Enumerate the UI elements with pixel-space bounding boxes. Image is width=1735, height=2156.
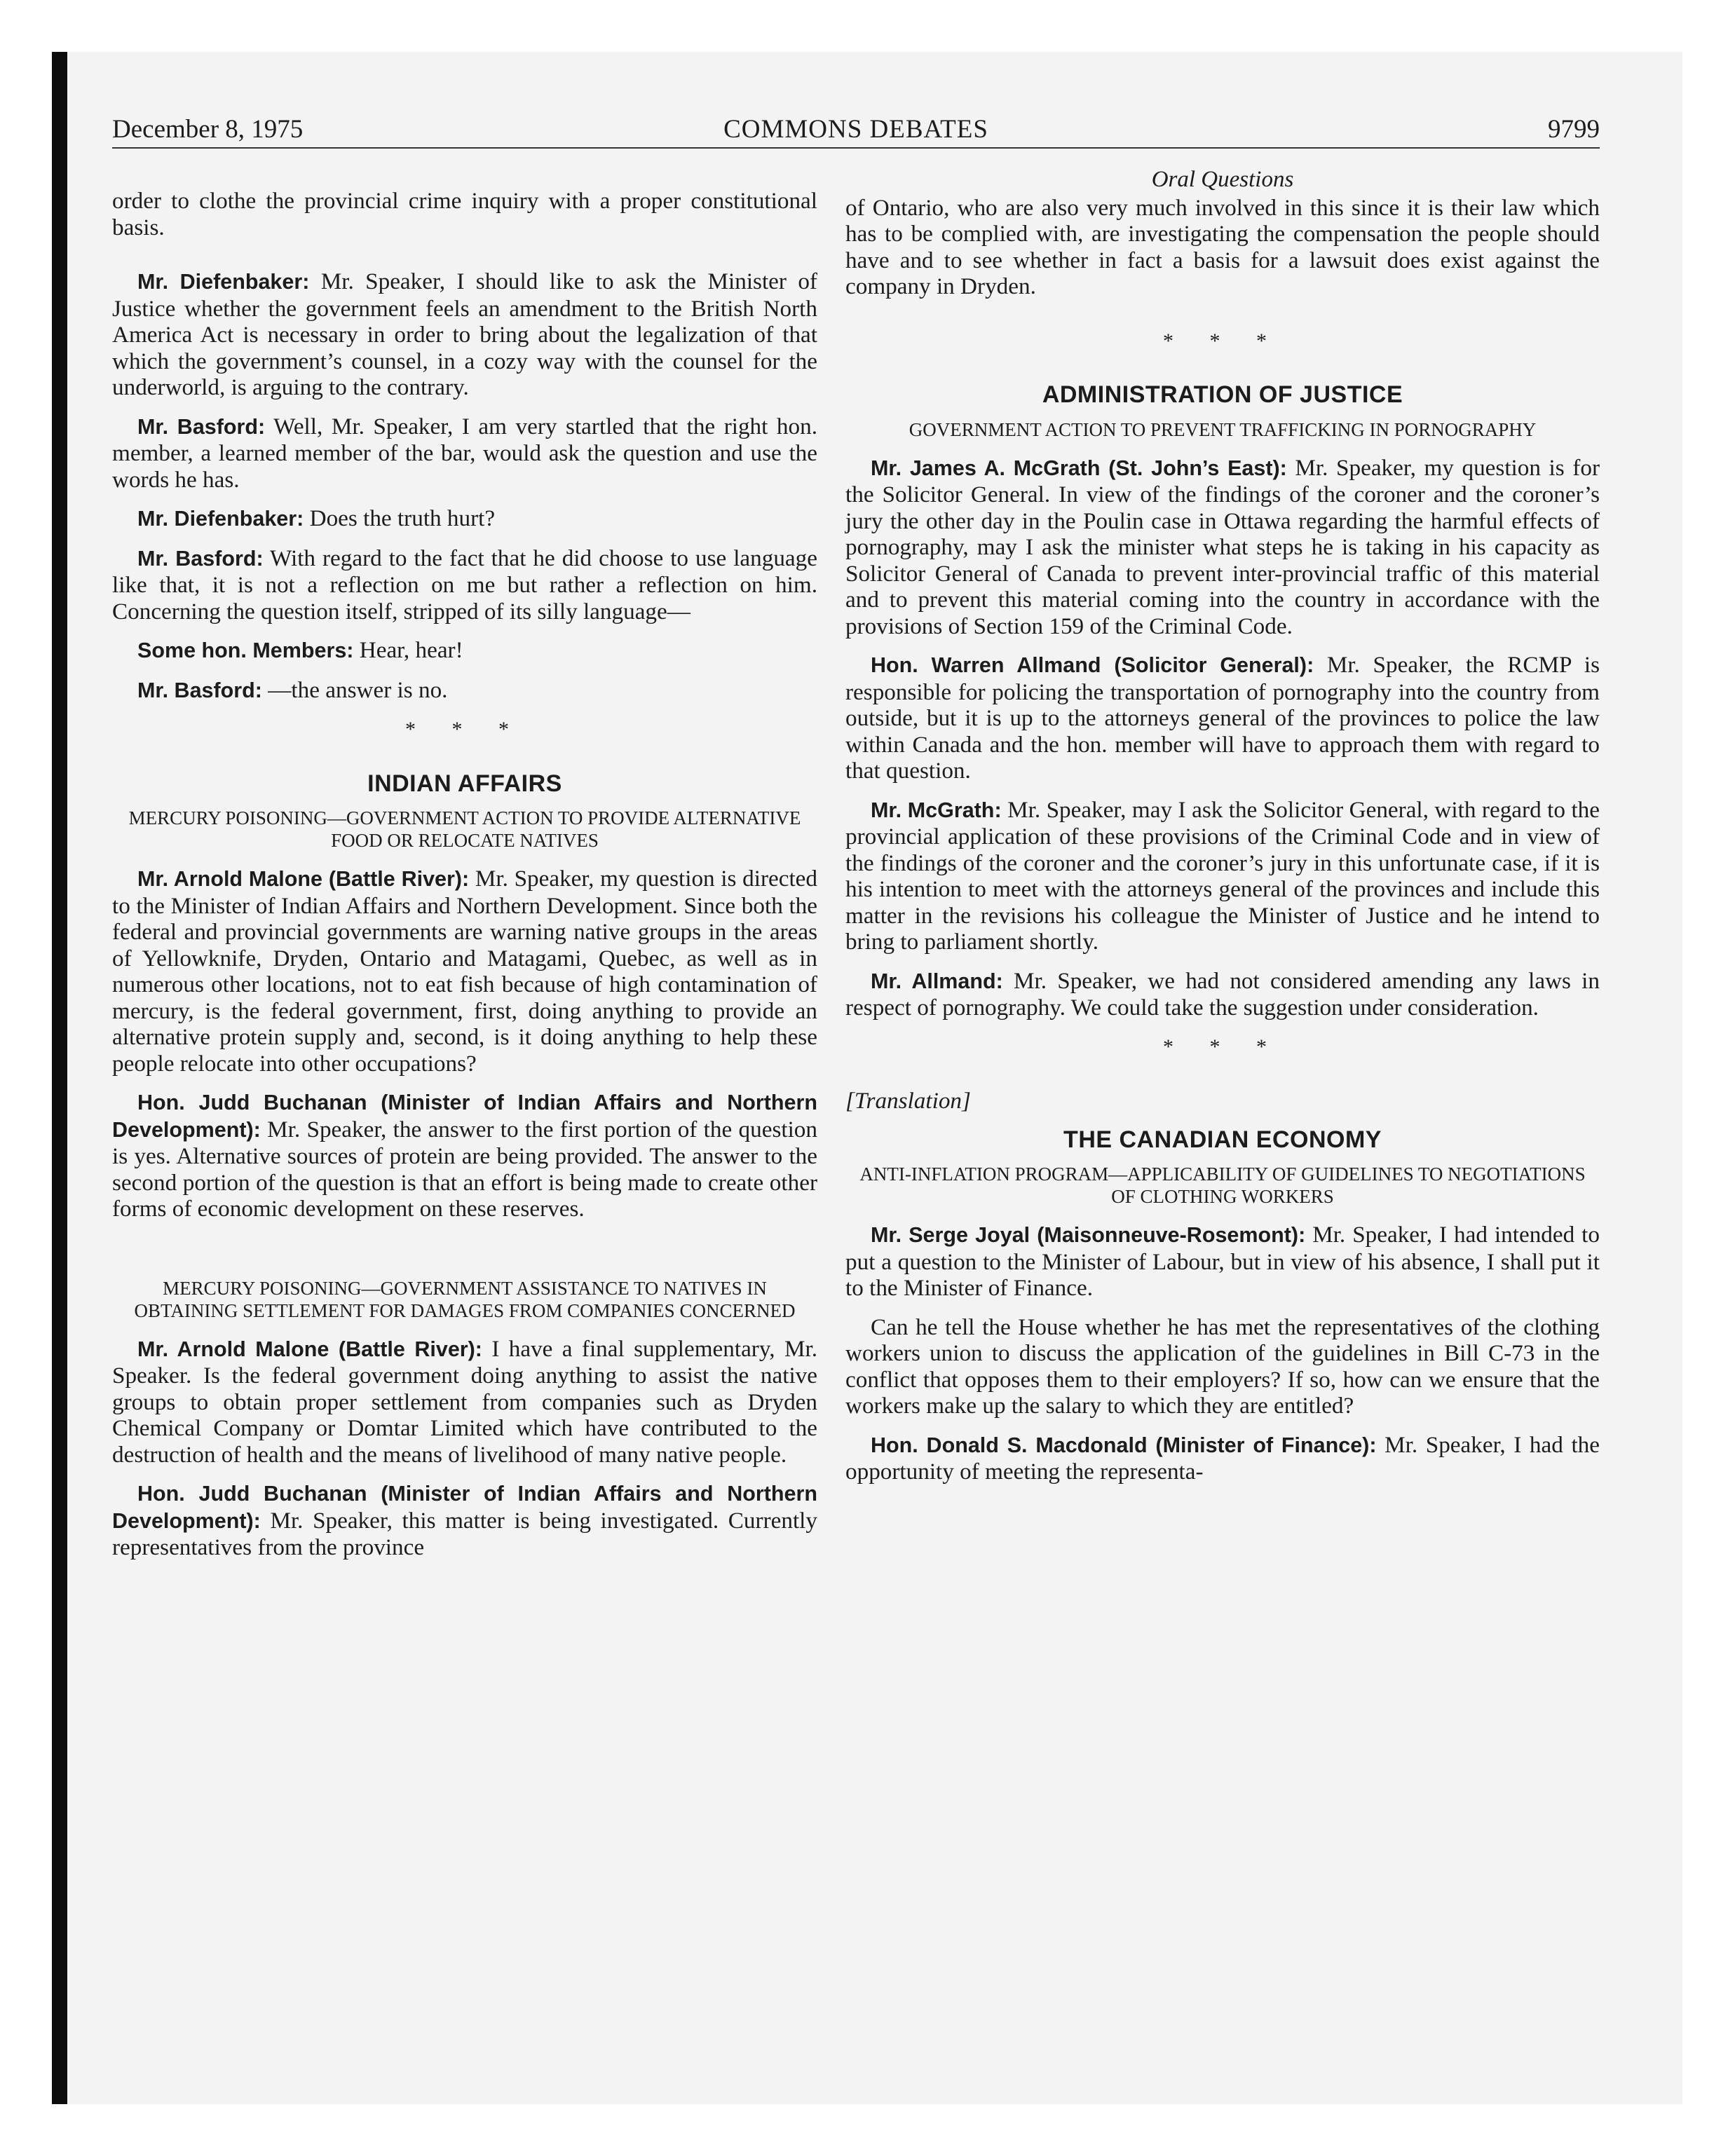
section-divider: * * * (405, 718, 524, 741)
section-heading: INDIAN AFFAIRS (367, 770, 562, 797)
speech (112, 505, 817, 533)
paragraph: order to clothe the provincial crime inquiry with a proper constitutional basis. (112, 188, 817, 240)
right-column (845, 167, 1600, 1498)
subheading: MERCURY POISONING—GOVERNMENT ACTION TO PROVIDE ALTERNATIVE FOOD OR RELOCATE NATIVES (128, 807, 801, 851)
speech-text: Mr. Speaker, I had intended to put a question to the Minister of Labour, but in view of his absence, I shall put it to the Minister of Finance. (845, 1222, 1600, 1301)
speech (112, 1336, 817, 1468)
speech (845, 797, 1600, 955)
section-heading: ADMINISTRATION OF JUSTICE (1042, 381, 1403, 408)
speech-text: Well, Mr. Speaker, I am very startled that the right hon. member, a learned member of the bar, would ask the question and use the words he has. (112, 413, 818, 493)
speaker-name: Mr. Basford: (137, 678, 262, 702)
speaker-name: Mr. Arnold Malone (Battle River): (137, 867, 470, 891)
spacer (112, 1235, 817, 1277)
speech (845, 1222, 1600, 1302)
speaker-name: Mr. Arnold Malone (Battle River): (137, 1337, 482, 1361)
speaker-name: Hon. Donald S. Macdonald (Minister of Finance): (871, 1433, 1377, 1457)
subheading: MERCURY POISONING—GOVERNMENT ASSISTANCE TO NATIVES IN OBTAINING SETTLEMENT FOR DAMAGES FROM COMPANIES CONCERNED (134, 1277, 796, 1321)
speech (845, 455, 1600, 640)
speech (845, 652, 1600, 784)
speech-text: I have a final supplementary, Mr. Speaker. Is the federal government doing anything to assist the native groups to obtain proper settlement from companies such as Dryden Chemical Company or Domtar Limited which have contributed to the destruction of health and the means of livelihood of many native people. (112, 1335, 817, 1468)
speech-text: Does the truth hurt? (304, 505, 496, 531)
speech (112, 637, 817, 664)
speaker-name: Mr. Basford: (137, 546, 264, 571)
speech-text: Hear, hear! (353, 637, 463, 663)
column-rubric: Oral Questions (1151, 167, 1294, 192)
speech-text: Mr. Speaker, this matter is being investigated. Currently representatives from the province (112, 1507, 817, 1560)
speaker-name: Hon. Judd Buchanan (Minister of Indian Affairs and Northern Development): (112, 1091, 817, 1142)
speaker-name: Some hon. Members: (137, 639, 354, 662)
speaker-name: Mr. Allmand: (871, 969, 1003, 993)
binding-edge (52, 52, 67, 2104)
translation-note: [Translation] (845, 1088, 971, 1114)
page-number: 9799 (1548, 115, 1600, 144)
speech (112, 1089, 817, 1222)
speech-text: Mr. Speaker, my question is for the Solicitor General. In view of the findings of the coroner and the coroner’s jury the other day in the Poulin case in Ottawa regarding the harmful effects of pornography, may I ask the minister what steps he is taking in his capacity as Solicitor General of Canada to prevent inter-provincial traffic of this material and to prevent this material coming into the country in accordance with the provisions of Section 159 of the Criminal Code. (845, 454, 1600, 639)
speech-text: —the answer is no. (261, 676, 448, 703)
speech-text: Mr. Speaker, I had the opportunity of meeting the representa- (845, 1431, 1600, 1485)
speaker-name: Mr. Diefenbaker: (137, 507, 304, 531)
page-header (112, 107, 1600, 149)
speaker-name: Hon. Warren Allmand (Solicitor General): (871, 653, 1314, 677)
section-heading: THE CANADIAN ECONOMY (1063, 1126, 1382, 1153)
subheading: ANTI-INFLATION PROGRAM—APPLICABILITY OF GUIDELINES TO NEGOTIATIONS OF CLOTHING WORKERS (859, 1164, 1586, 1207)
section-divider: * * * (1163, 1035, 1282, 1058)
speaker-name: Mr. Diefenbaker: (137, 270, 310, 294)
speech-text: Mr. Speaker, I should like to ask the Minister of Justice whether the government feels an amendment to the British North America Act is necessary in order to bring about the legalization of that which the government’s counsel, in a cozy way with the counsel for the underworld, is arguing to the contrary. (112, 268, 817, 400)
speaker-name: Mr. Serge Joyal (Maisonneuve-Rosemont): (871, 1223, 1306, 1247)
paragraph: of Ontario, who are also very much involved in this since it is their law which has to be complied with, are investigating the compensation the people should have and to see whether in fact a basis for a lawsuit does exist against the company in Dryden. (845, 194, 1600, 299)
speech-text: Mr. Speaker, the RCMP is responsible for policing the transportation of pornography into the country from outside, but it is up to the attorneys general of the provinces to police the law within Canada and the hon. member will have to approach them with regard to that question. (845, 652, 1600, 784)
speech-text: With regard to the fact that he did choose to use language like that, it is not a reflection on me but rather a reflection on him. Concerning the question itself, stripped of its silly language— (112, 545, 817, 625)
speech (112, 1480, 817, 1561)
speech-text: Mr. Speaker, my question is directed to the Minister of Indian Affairs and Northern Development. Since both the federal and provincial governments are warning native groups in the areas of Yellowknife, Dryden, Ontario and Matagami, Quebec, as well as in numerous other locations, not to eat fish because of high contamination of mercury, is the federal government, first, doing anything to provide an alternative protein supply and, second, is it doing anything to help these people relocate into other occupations? (112, 866, 817, 1077)
speaker-name: Mr. Basford: (137, 414, 266, 439)
left-column (112, 188, 817, 1574)
speaker-name: Hon. Judd Buchanan (Minister of Indian Affairs and Northern Development): (112, 1482, 817, 1533)
speech (845, 968, 1600, 1021)
section-divider: * * * (1163, 329, 1282, 353)
speech (112, 866, 817, 1077)
paragraph: Can he tell the House whether he has met the representatives of the clothing workers union to discuss the application of the guidelines in Bill C-73 in the conflict that opposes them to their employers? If so, how can we ensure that the workers make up the salary to which they are entitled? (845, 1314, 1600, 1419)
subheading: GOVERNMENT ACTION TO PREVENT TRAFFICKING IN PORNOGRAPHY (909, 418, 1537, 440)
speech-text: Mr. Speaker, we had not considered amending any laws in respect of pornography. We could take the suggestion under consideration. (845, 967, 1600, 1021)
speech (845, 1432, 1600, 1485)
speaker-name: Mr. James A. McGrath (St. John’s East): (871, 456, 1287, 480)
header-date: December 8, 1975 (112, 115, 304, 144)
speech (112, 545, 817, 625)
speech-text: Mr. Speaker, the answer to the first portion of the question is yes. Alternative sources of protein are being provided. The answer to the second portion of the question is that an effort is being made to create other forms of economic development on these reserves. (112, 1116, 817, 1222)
speech-text: Mr. Speaker, may I ask the Solicitor General, with regard to the provincial application of these provisions of the Criminal Code and in view of the findings of the coroner and the coroner’s jury in this unfortunate case, if it is his intention to meet with the attorneys general of the provinces and include this matter in the revisions his colleague the Minister of Justice and he intend to bring to parliament shortly. (845, 796, 1600, 955)
speech (112, 414, 817, 493)
header-title: COMMONS DEBATES (723, 115, 988, 144)
speech (112, 268, 817, 401)
speech (112, 677, 817, 704)
speaker-name: Mr. McGrath: (871, 798, 1002, 822)
